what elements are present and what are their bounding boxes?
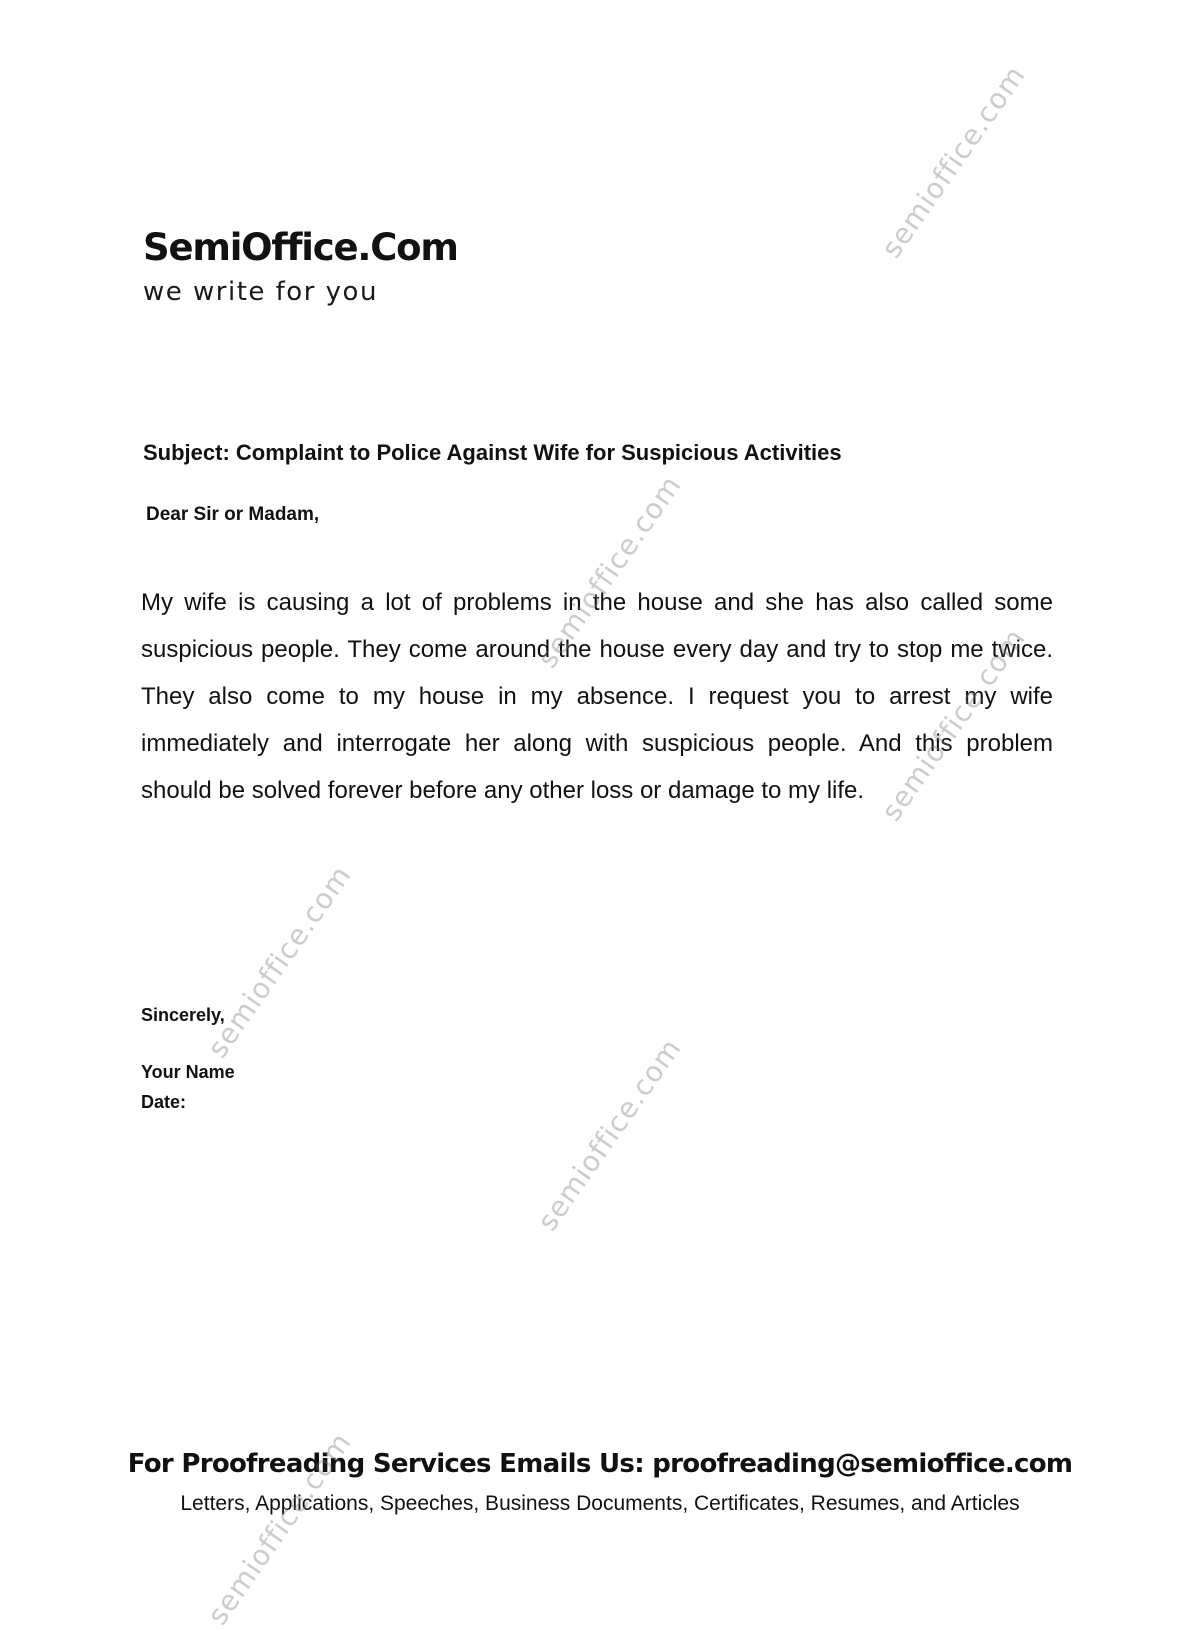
watermark: semioffice.com (530, 469, 688, 674)
watermark: semioffice.com (874, 59, 1032, 264)
watermark: semioffice.com (200, 859, 358, 1064)
signature-date: Date: (141, 1092, 187, 1112)
watermark: semioffice.com (874, 622, 1032, 827)
footer-proofreading-title: For Proofreading Services Emails Us: proofreading@semioffice.com (127, 1449, 1073, 1479)
letter-subject: Subject: Complaint to Police Against Wife for Suspicious Activities (143, 440, 842, 465)
letter-salutation: Dear Sir or Madam, (146, 504, 320, 525)
brand-tagline: we write for you (143, 277, 378, 307)
signature-name: Your Name (141, 1062, 235, 1082)
footer-services-list: Letters, Applications, Speeches, Business Documents, Certificates, Resumes, and Articles (180, 1492, 1020, 1515)
watermark: semioffice.com (200, 1426, 358, 1631)
watermark: semioffice.com (530, 1032, 688, 1237)
letter-body: My wife is causing a lot of problems in the house and she has also called some suspicious people. They come around the house every day and try to stop me twice. They also come to my house in my absence. I request you to arrest my wife immediately and interrogate her along with suspicious people. And this problem should be solved forever before any other loss or damage to my life. (141, 589, 1053, 804)
brand-name: SemiOffice.Com (143, 226, 458, 269)
letter-closing: Sincerely, (141, 1005, 225, 1025)
